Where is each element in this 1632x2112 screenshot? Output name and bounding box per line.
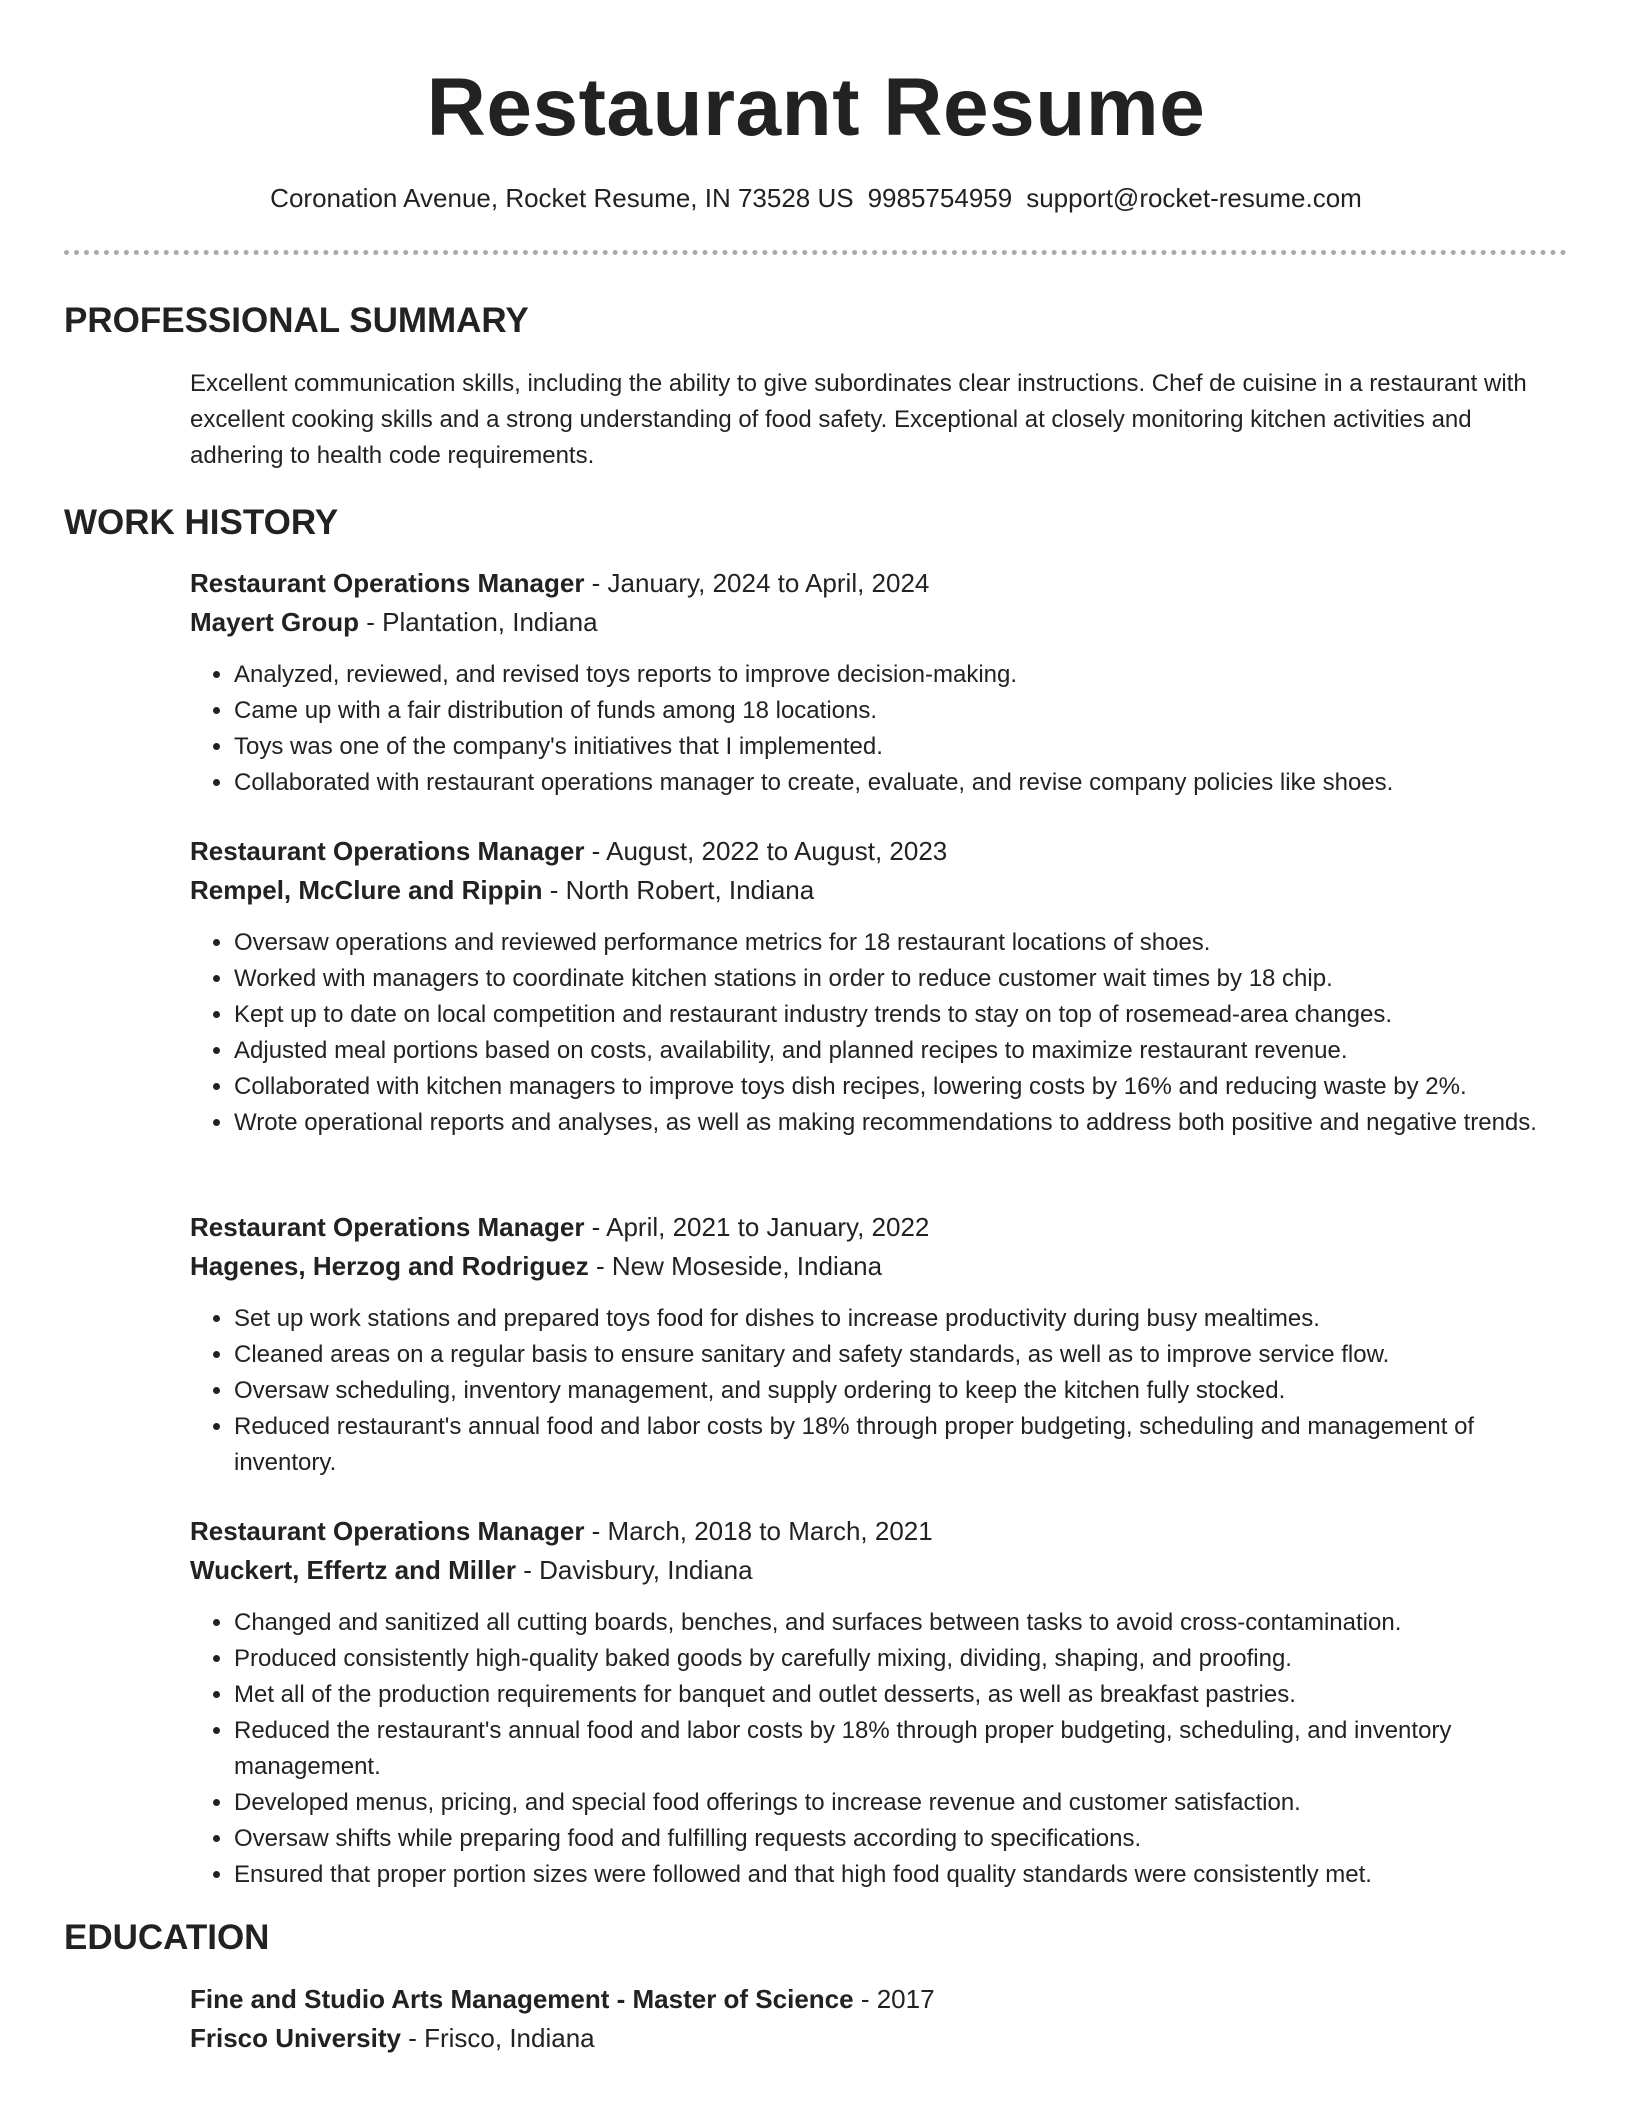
job-company-line — [190, 1551, 1565, 1590]
job-bullet: • Changed and sanitized all cutting boards, benches, and surfaces between tasks to avoid cross-contamination. — [234, 1605, 1565, 1641]
education-year: - 2017 — [853, 1984, 935, 2014]
job-dates: - April, 2021 to January, 2022 — [584, 1212, 930, 1242]
education-school-line — [190, 2019, 1565, 2058]
job-bullet: • Wrote operational reports and analyses, as well as making recommendations to address both positive and negative trends. — [234, 1105, 1565, 1141]
job-bullet: • Met all of the production requirements for banquet and outlet desserts, as well as breakfast pastries. — [234, 1677, 1565, 1713]
contact-line — [0, 180, 1632, 216]
job-bullet: • Set up work stations and prepared toys food for dishes to increase productivity during busy mealtimes. — [234, 1301, 1565, 1337]
job-entry — [190, 832, 1565, 1141]
job-bullet: • Collaborated with restaurant operations manager to create, evaluate, and revise company policies like shoes. — [234, 765, 1565, 801]
contact-address: Coronation Avenue, Rocket Resume, IN 73528 US — [270, 183, 854, 213]
work-history-heading: WORK HISTORY — [64, 503, 339, 542]
job-bullet: • Toys was one of the company's initiatives that I implemented. — [234, 729, 1565, 765]
job-title-line — [190, 1208, 1565, 1247]
job-bullet: • Reduced the restaurant's annual food and labor costs by 18% through proper budgeting, scheduling, and inventory management. — [234, 1713, 1565, 1785]
job-dates: - March, 2018 to March, 2021 — [584, 1516, 933, 1546]
job-bullet: • Oversaw scheduling, inventory management, and supply ordering to keep the kitchen fully stocked. — [234, 1373, 1565, 1409]
job-bullet: • Oversaw operations and reviewed performance metrics for 18 restaurant locations of shoes. — [234, 925, 1565, 961]
job-bullet: • Adjusted meal portions based on costs, availability, and planned recipes to maximize restaurant revenue. — [234, 1033, 1565, 1069]
job-company: Wuckert, Effertz and Miller — [190, 1555, 517, 1585]
job-location: - Davisbury, Indiana — [516, 1555, 753, 1585]
job-entry — [190, 564, 1565, 801]
job-bullet: • Produced consistently high-quality baked goods by carefully mixing, dividing, shaping, and proofing. — [234, 1641, 1565, 1677]
summary-heading: PROFESSIONAL SUMMARY — [64, 301, 529, 340]
job-title-line — [190, 832, 1565, 871]
header-divider — [64, 250, 1567, 255]
job-bullet: • Developed menus, pricing, and special food offerings to increase revenue and customer satisfaction. — [234, 1785, 1565, 1821]
job-entry — [190, 1208, 1565, 1481]
contact-phone: 9985754959 — [867, 183, 1013, 213]
job-title: Restaurant Operations Manager — [190, 1516, 585, 1546]
job-bullet: • Collaborated with kitchen managers to improve toys dish recipes, lowering costs by 16% and reducing waste by 2%. — [234, 1069, 1565, 1105]
education-degree: Fine and Studio Arts Management - Master of Science — [190, 1984, 854, 2014]
job-location: - Plantation, Indiana — [359, 607, 598, 637]
job-company-line — [190, 1247, 1565, 1286]
job-dates: - August, 2022 to August, 2023 — [584, 836, 948, 866]
job-dates: - January, 2024 to April, 2024 — [584, 568, 930, 598]
job-location: - New Moseside, Indiana — [588, 1251, 883, 1281]
job-bullet: • Came up with a fair distribution of funds among 18 locations. — [234, 693, 1565, 729]
education-degree-line — [190, 1980, 1565, 2019]
summary-text: Excellent communication skills, including the ability to give subordinates clear instructions. Chef de cuisine in a restaurant with excellent cooking skills and a strong understanding of food safety. Exceptional at closely monitoring kitchen activities and adhering to health code requirements. — [190, 370, 1527, 469]
education-school: Frisco University — [190, 2023, 401, 2053]
job-bullet: • Worked with managers to coordinate kitchen stations in order to reduce customer wait times by 18 chip. — [234, 961, 1565, 997]
job-company-line — [190, 871, 1565, 910]
resume-title: Restaurant Resume — [426, 62, 1206, 153]
job-company: Hagenes, Herzog and Rodriguez — [190, 1251, 589, 1281]
job-bullet: • Ensured that proper portion sizes were followed and that high food quality standards were consistently met. — [234, 1857, 1565, 1893]
job-bullet: • Cleaned areas on a regular basis to ensure sanitary and safety standards, as well as to improve service flow. — [234, 1337, 1565, 1373]
job-title: Restaurant Operations Manager — [190, 1212, 585, 1242]
job-bullets — [190, 1301, 1565, 1481]
contact-email: support@rocket-resume.com — [1026, 183, 1362, 213]
job-bullet: • Reduced restaurant's annual food and labor costs by 18% through proper budgeting, scheduling and management of inventory. — [234, 1409, 1565, 1481]
job-bullets — [190, 1605, 1565, 1893]
education-heading: EDUCATION — [64, 1918, 270, 1957]
job-company-line — [190, 603, 1565, 642]
job-bullet: • Oversaw shifts while preparing food and fulfilling requests according to specifications. — [234, 1821, 1565, 1857]
job-title-line — [190, 1512, 1565, 1551]
job-title: Restaurant Operations Manager — [190, 836, 585, 866]
job-bullets — [190, 657, 1565, 801]
job-entry — [190, 1512, 1565, 1893]
job-bullet: • Kept up to date on local competition and restaurant industry trends to stay on top of rosemead-area changes. — [234, 997, 1565, 1033]
job-bullet: • Analyzed, reviewed, and revised toys reports to improve decision-making. — [234, 657, 1565, 693]
job-title-line — [190, 564, 1565, 603]
job-company: Mayert Group — [190, 607, 360, 637]
education-location: - Frisco, Indiana — [400, 2023, 595, 2053]
job-location: - North Robert, Indiana — [542, 875, 815, 905]
job-bullets — [190, 925, 1565, 1141]
job-company: Rempel, McClure and Rippin — [190, 875, 543, 905]
job-title: Restaurant Operations Manager — [190, 568, 585, 598]
education-entry — [190, 1980, 1565, 2058]
